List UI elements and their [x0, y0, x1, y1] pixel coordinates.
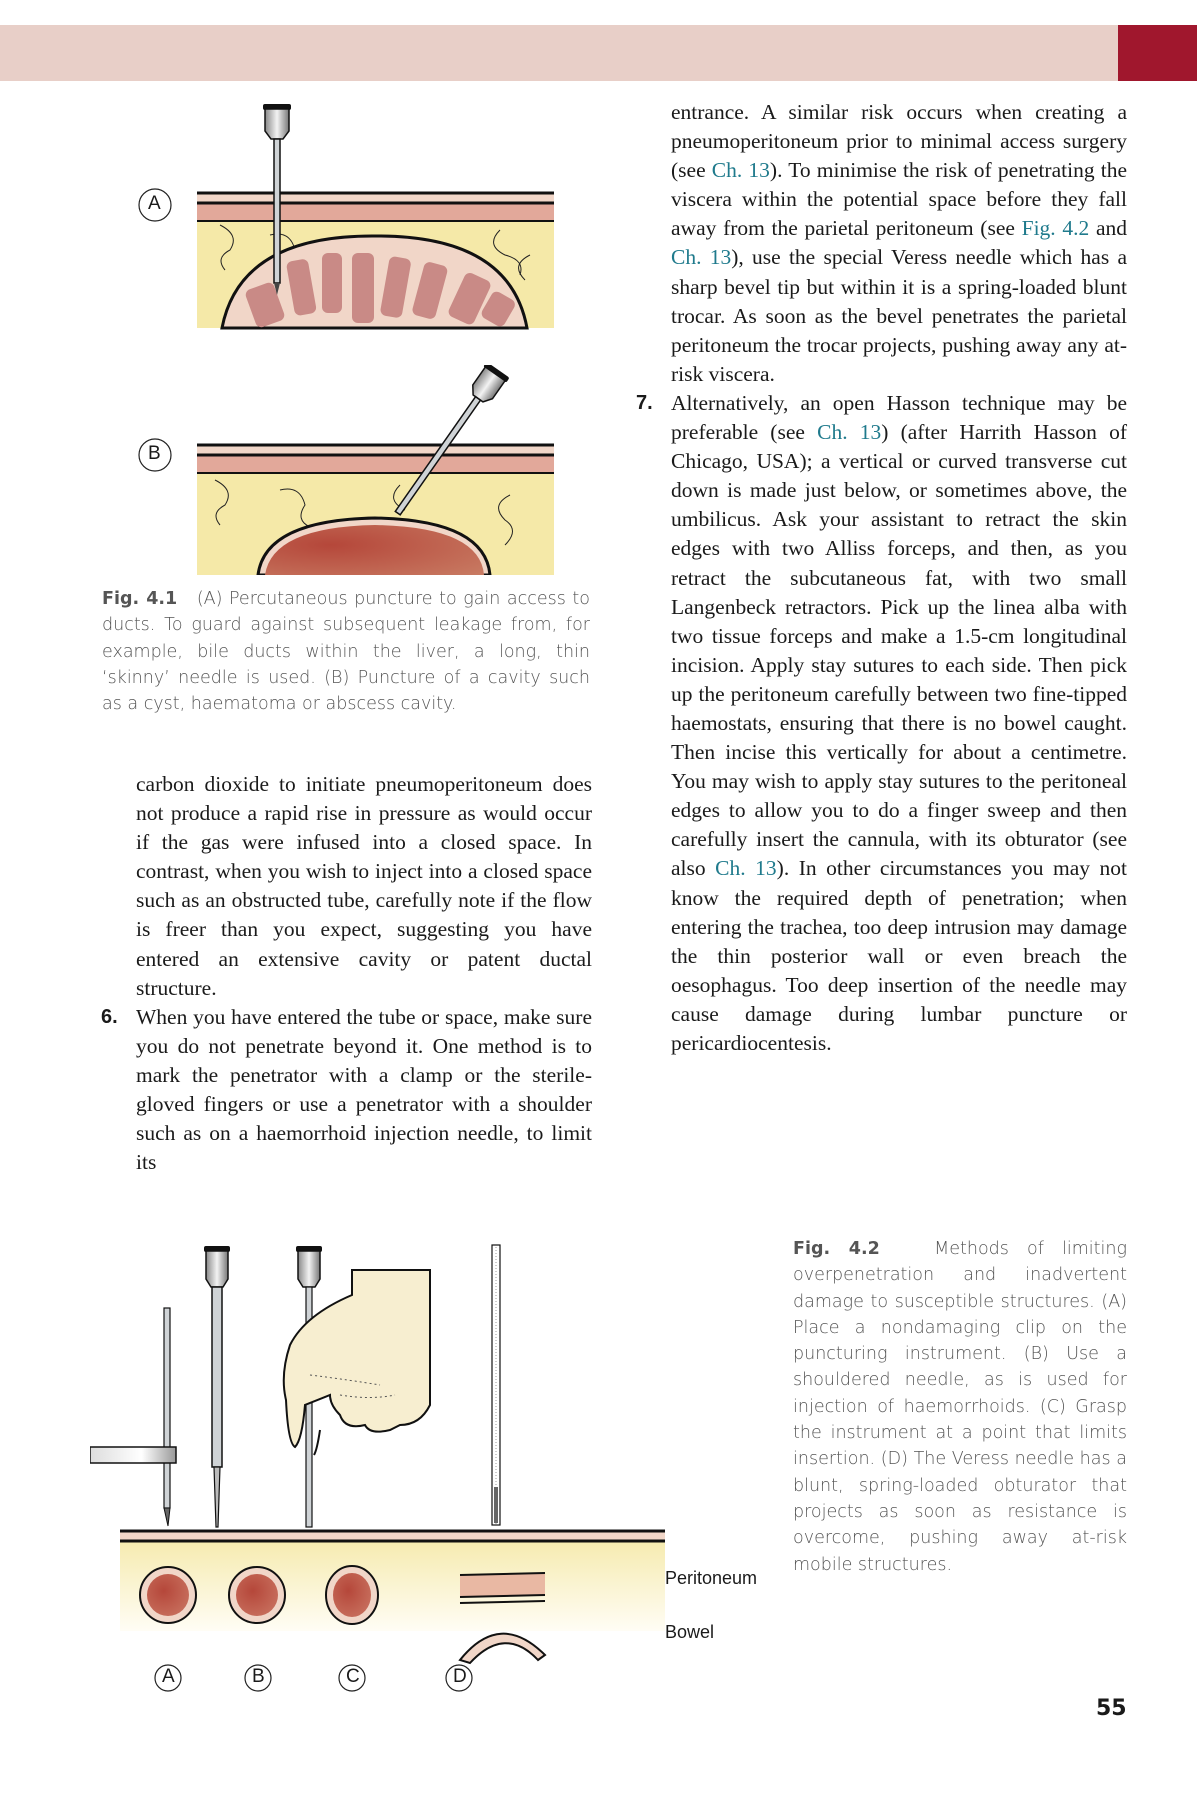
chapter-tab — [1118, 25, 1197, 81]
figure-4-2-label-b: B — [252, 1666, 265, 1687]
header-band — [0, 25, 1118, 81]
text-run: entrance. A similar risk occurs when creating a pneumoperitoneum prior to minimal access surgery (see — [671, 100, 1127, 183]
peritoneum-label: Peritoneum — [665, 1568, 758, 1588]
list-item-6 — [101, 1003, 592, 1178]
figure-4-1-caption-label: Fig. 4.1 — [102, 589, 178, 609]
figure-4-1-panel-b — [100, 365, 600, 575]
figure-4-2-caption-text: Methods of limiting overpenetration and inadvertent damage to susceptible structures. (A) Place a nondamaging clip on the puncturing instrument. (B) Use a shouldered needle, as is used for injection of haemorrhoids. (C) Grasp the instrument at a point that limits insertion. (D) The Veress needle has a blunt, spring-loaded obturator that projects as soon as resistance is overcome, pushing away at-risk mobile structures. — [793, 1239, 1127, 1575]
text-run: and — [1089, 216, 1128, 241]
figure-4-2-caption — [793, 1236, 1127, 1578]
list-item-6-text: When you have entered the tube or space, make sure you do not penetrate beyond it. One method is to mark the penetrator with a clamp or the sterile-gloved fingers or use a penetrator with a shoulder such as on a haemorrhoid injection needle, to limit its — [136, 1004, 592, 1175]
list-number-6: 6. — [101, 1005, 118, 1028]
figure-4-1-label-b: B — [148, 443, 161, 464]
paragraph-continued-right — [671, 98, 1127, 389]
figure-4-2-label-d: D — [453, 1666, 467, 1687]
text-run: ) (after Harrith Hasson of Chicago, USA); a vertical or curved transverse cut down is made just below, or sometimes above, the umbilicus. Ask your assistant to retract the skin edges with two Alliss forceps, and then, as you retract the subcutaneous fat, with two small Langenbeck retractors. Pick up the linea alba with two tissue forceps and make a 1.5-cm longitudinal incision. Apply stay sutures to each side. Then pick up the peritoneum carefully between two fine-tipped haemostats, ensuring that there is no bowel caught. Then incise this vertically for about a centimetre. You may wish to apply stay sutures to the peritoneal edges to allow you to do a finger sweep and then carefully insert the cannula, with its obturator (see also — [671, 420, 1127, 881]
figure-4-2-label-c: C — [346, 1666, 360, 1687]
link-chapter-13[interactable]: Ch. 13 — [671, 245, 732, 270]
link-chapter-13[interactable]: Ch. 13 — [711, 158, 770, 183]
list-item-7 — [636, 389, 1127, 1058]
page-number: 55 — [1096, 1696, 1127, 1721]
figure-4-1-caption — [102, 586, 590, 717]
text-run: ). In other circumstances you may not know the required depth of penetration; when entering the trachea, too deep intrusion may damage the thin posterior wall or even breach the oesophagus. Too deep insertion of the needle may cause damage during lumbar puncture or pericardiocentesis. — [671, 856, 1127, 1055]
bowel-label: Bowel — [665, 1622, 715, 1642]
left-column-text — [101, 770, 592, 1177]
link-chapter-13[interactable]: Ch. 13 — [715, 856, 777, 881]
text-run: ). To minimise the risk of penetrating the viscera within the potential space before they fall away from the parietal peritoneum (see — [671, 158, 1127, 241]
paragraph-continued: carbon dioxide to initiate pneumoperitoneum does not produce a rapid rise in pressure as would occur if the gas were infused into a closed space. In contrast, when you wish to inject into a closed space such as an obstructed tube, carefully note if the flow is freer than you expect, suggesting you have entered an extensive cavity or patent ductal structure. — [136, 772, 592, 1000]
figure-4-1-label-a: A — [148, 193, 161, 214]
text-run: Alternatively, an open Hasson technique may be preferable (see — [671, 390, 1127, 445]
link-figure-4-2[interactable]: Fig. 4.2 — [1021, 216, 1090, 241]
link-chapter-13[interactable]: Ch. 13 — [817, 420, 882, 445]
figure-4-2-label-a: A — [162, 1666, 175, 1687]
figure-4-1-panel-a — [100, 95, 600, 335]
figure-4-1-caption-text: (A) Percutaneous puncture to gain access to ducts. To guard against subsequent leakage from, for example, bile ducts within the liver, a long, thin ‘skinny’ needle is used. (B) Puncture of a cavity such as a cyst, haematoma or abscess cavity. — [102, 589, 590, 715]
text-run: ), use the special Veress needle which has a sharp bevel tip but within it is a spring-loaded blunt trocar. As soon as the bevel penetrates the parietal peritoneum the trocar projects, pushing away any at-risk viscera. — [671, 245, 1128, 386]
figure-4-2-caption-label: Fig. 4.2 — [793, 1239, 880, 1259]
list-number-7: 7. — [636, 391, 653, 414]
right-column-text — [636, 98, 1128, 1058]
